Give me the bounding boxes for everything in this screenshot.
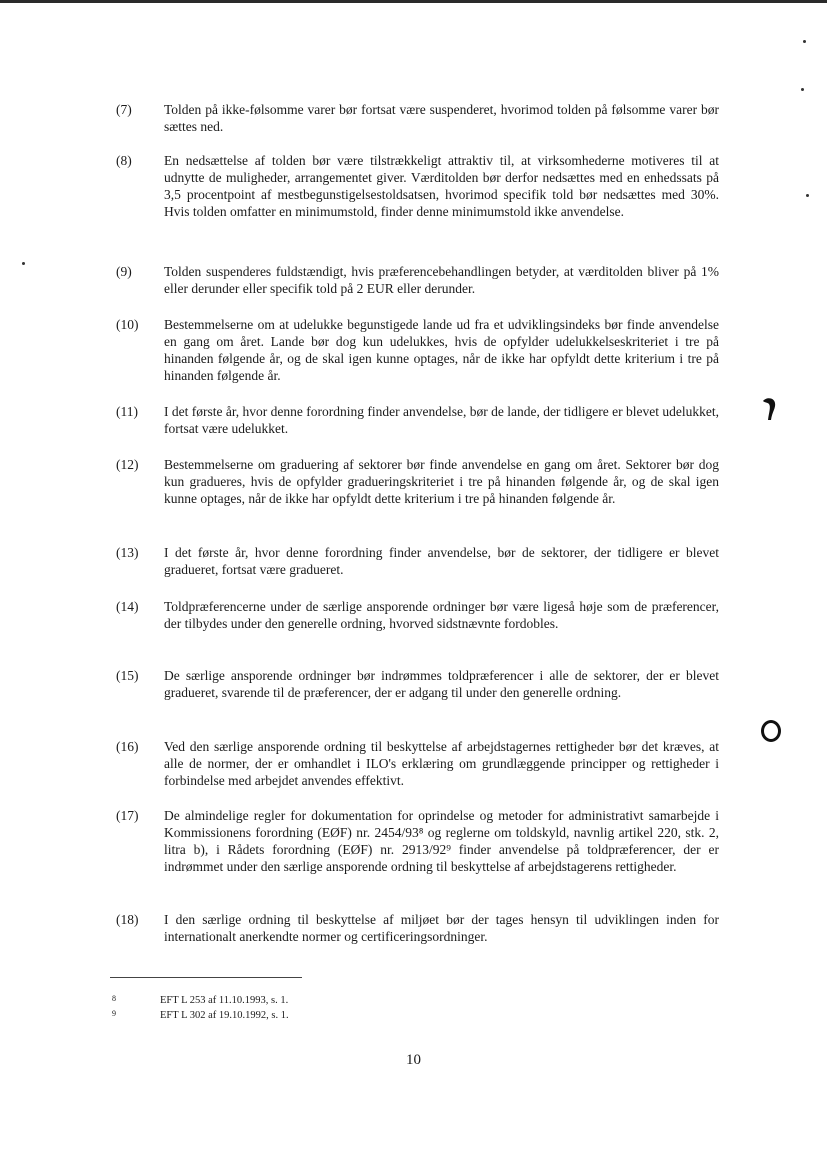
- recital-text: Tolden på ikke-følsomme varer bør fortsat være suspenderet, hvorimod tolden på følsomme varer bør sættes ned.: [164, 102, 719, 134]
- recital-text: De særlige ansporende ordninger bør indrømmes toldpræferencer i alle de sektorer, der er blevet gradueret, svarende til de præferencer, der er adgang til under den generelle ordning.: [164, 668, 719, 700]
- recital-number: (18): [116, 912, 139, 927]
- recital-text: Tolden suspenderes fuldstændigt, hvis præferencebehandlingen betyder, at værditolden bliver på 1% eller derunder eller specifik told på 2 EUR eller derunder.: [164, 264, 719, 296]
- recital-text: Toldpræferencerne under de særlige ansporende ordninger bør være ligeså høje som de præferencer, der tilbydes under den generelle ordning, hvorved sidstnævnte fordobles.: [164, 599, 719, 631]
- footnote-text: EFT L 253 af 11.10.1993, s. 1.: [160, 995, 289, 1006]
- scan-speck: [803, 40, 806, 43]
- top-border-rule: [0, 0, 827, 3]
- recital-number: (16): [116, 739, 139, 754]
- footnote-text: EFT L 302 af 19.10.1992, s. 1.: [160, 1010, 289, 1021]
- scan-hole-punch-mark: [761, 720, 781, 742]
- recital-number: (12): [116, 457, 139, 472]
- recital-text: Bestemmelserne om graduering af sektorer bør finde anvendelse en gang om året. Sektorer bør dog kun gradueres, hvis de opfylder gradueringskriteriet i tre på hinanden følgende år, og de skal igen kunne optages, når de ikke har opfyldt dette kriterium i tre på hinanden følgende år.: [164, 457, 719, 506]
- recital-number: (13): [116, 545, 139, 560]
- recital-text: I det første år, hvor denne forordning finder anvendelse, bør de sektorer, der tidligere er blevet gradueret, fortsat være gradueret.: [164, 545, 719, 577]
- recital-number: (7): [116, 102, 132, 117]
- scan-speck: [22, 262, 25, 265]
- recital-text: Ved den særlige ansporende ordning til beskyttelse af arbejdstagernes rettigheder bør det kræves, at alle de normer, der er omhandlet i ILO's erklæring om grundlæggende principper og rettigheder i forbindelse med arbejdet anvendes effektivt.: [164, 739, 719, 788]
- recital-text: Bestemmelserne om at udelukke begunstigede lande ud fra et udviklingsindeks bør finde anvendelse en gang om året. Lande bør dog kun udelukkes, hvis de opfylder udelukkelseskriteriet i tre på hinanden følgende år, og de skal igen kunne optages, når de ikke har opfyldt dette kriterium i tre på hinanden følgende år.: [164, 317, 719, 383]
- recital-number: (14): [116, 599, 139, 614]
- footnote-mark: 8: [112, 994, 116, 1003]
- recital-text: I det første år, hvor denne forordning finder anvendelse, bør de lande, der tidligere er blevet udelukket, fortsat være udelukket.: [164, 404, 719, 436]
- recital-number: (17): [116, 808, 139, 823]
- recital-number: (8): [116, 153, 132, 168]
- recital-number: (10): [116, 317, 139, 332]
- recital-text: En nedsættelse af tolden bør være tilstrækkeligt attraktiv til, at virksomhederne motiveres til at udnytte de muligheder, arrangementet giver. Værditolden bør derfor nedsættes med en enhedssats på 3,5 procentpoint af mestbegunstigelsestoldsatsen, hvorimod specifik told bør nedsættes med 30%. Hvis tolden omfatter en minimumstold, finder denne minimumstold ikke anvendelse.: [164, 153, 719, 219]
- recital-text: I den særlige ordning til beskyttelse af miljøet bør der tages hensyn til udviklingen inden for internationalt anerkendte normer og certificeringsordninger.: [164, 912, 719, 944]
- scan-speck: [801, 88, 804, 91]
- footnote-separator: [110, 977, 302, 978]
- recital-number: (9): [116, 264, 132, 279]
- scan-speck: [806, 194, 809, 197]
- scan-ink-mark: [762, 397, 776, 421]
- footnote-mark: 9: [112, 1009, 116, 1018]
- recital-number: (11): [116, 404, 138, 419]
- page-number: 10: [406, 1052, 421, 1068]
- recital-text: De almindelige regler for dokumentation for oprindelse og metoder for administrativt samarbejde i Kommissionens forordning (EØF) nr. 2454/93⁸ og reglerne om toldskyld, navnlig artikel 220, stk. 2, litra b), i Rådets forordning (EØF) nr. 2913/92⁹ finder anvendelse på toldpræferencer, der er indrømmet under den særlige ansporende ordning til beskyttelse af arbejdstagerens rettigheder.: [164, 808, 719, 874]
- recital-number: (15): [116, 668, 139, 683]
